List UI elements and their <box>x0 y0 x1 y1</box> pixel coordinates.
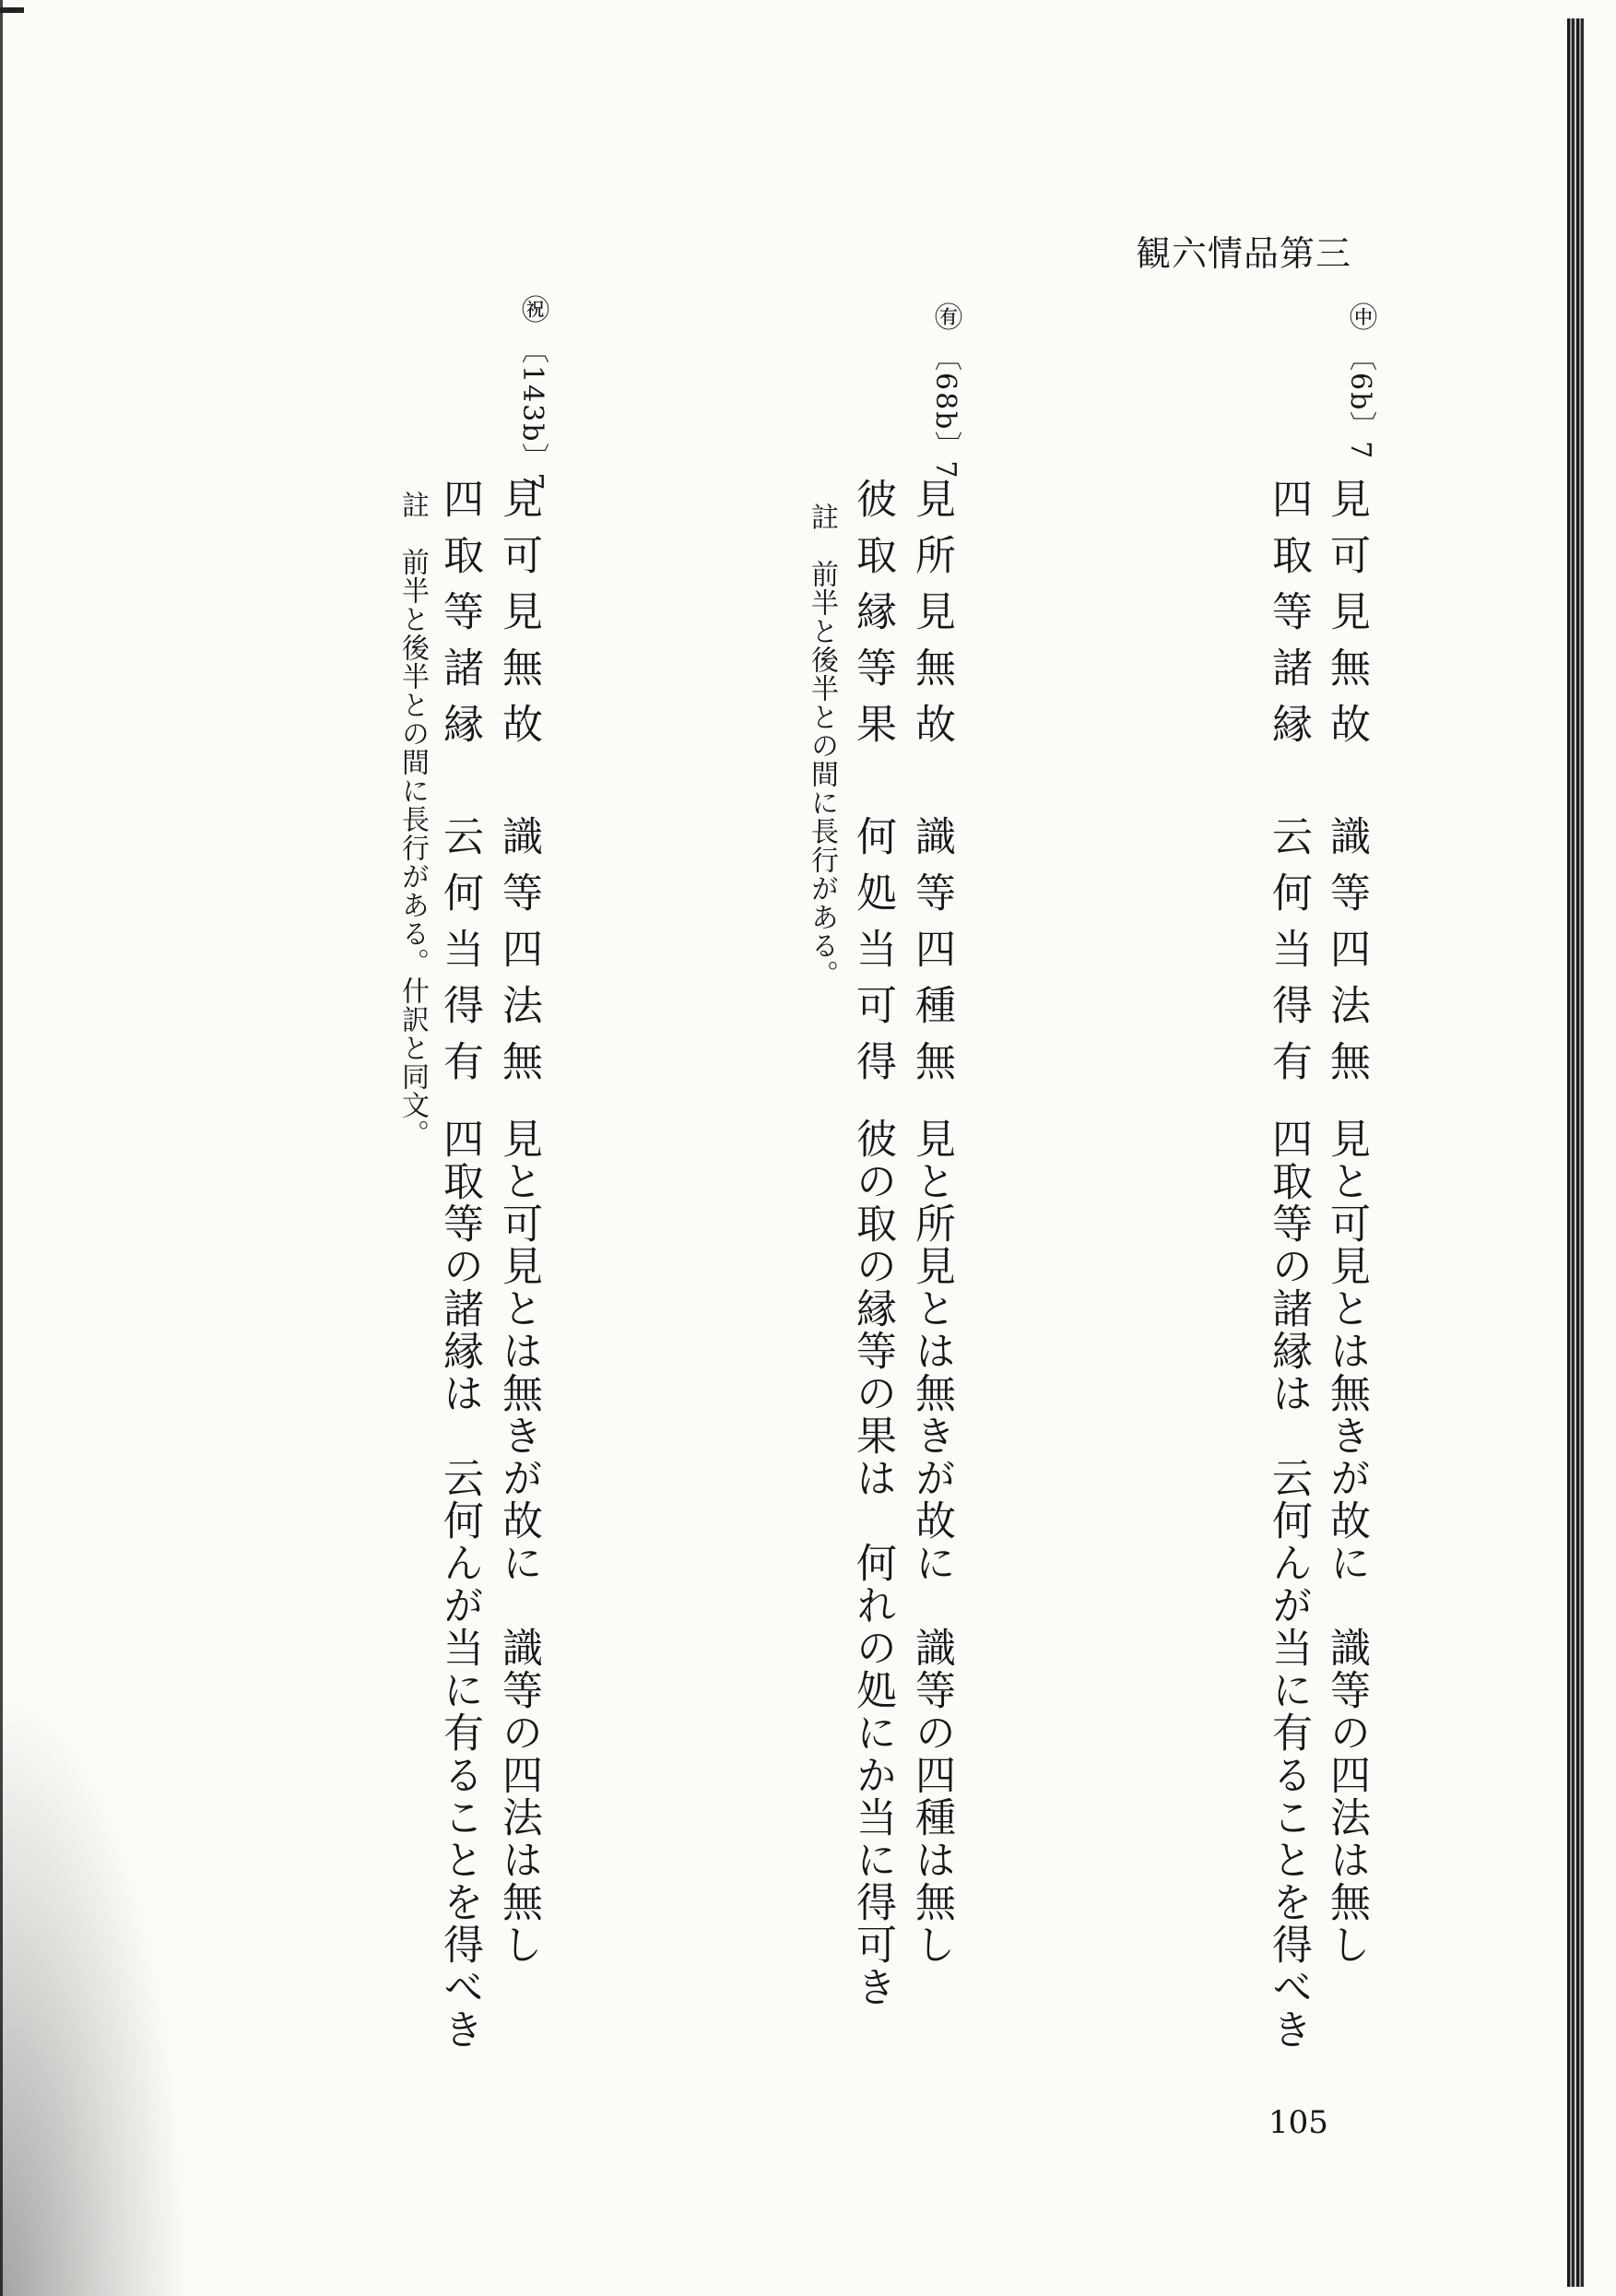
page-number: 105 <box>1268 2104 1328 2141</box>
section-3-marker: ㊗ <box>516 295 548 323</box>
section-3-note: 註 前半と後半との間に長行がある。什訳と同文。 <box>396 491 429 1148</box>
section-3-reading-line-1: 見と可見とは無きが故に 識等の四法は無し <box>495 1118 542 1966</box>
section-2-verse-line-2: 彼取縁等果 何処当可得 <box>849 478 896 1096</box>
section-2-marker: ㊒ <box>929 302 961 330</box>
section-1-verse-line-2: 四取等諸縁 云何当得有 <box>1265 478 1312 1096</box>
section-2-note: 註 前半と後半との間に長行がある。 <box>806 503 838 988</box>
section-3-ref: 〔143b〕7 <box>516 336 548 492</box>
section-3-verse-line-1: 見可見無故 識等四法無 <box>495 478 542 1096</box>
section-2-reading-line-2: 彼の取の縁等の果は 何れの処にか当に得可き <box>849 1118 896 2008</box>
section-1-reading-line-2: 四取等の諸縁は 云何んが当に有ることを得べき <box>1265 1118 1312 2051</box>
section-1-verse-line-1: 見可見無故 識等四法無 <box>1323 478 1370 1096</box>
section-1-reading-line-1: 見と可見とは無きが故に 識等の四法は無し <box>1323 1118 1370 1966</box>
section-1-marker: ㊥ <box>1344 302 1376 330</box>
scan-shadow <box>0 1706 184 2296</box>
section-2-verse-line-1: 見所見無故 識等四種無 <box>908 478 955 1096</box>
section-2-reading-line-1: 見と所見とは無きが故に 識等の四種は無し <box>908 1118 955 1966</box>
scan-corner-mark <box>0 7 24 13</box>
section-3-reading-line-2: 四取等の諸縁は 云何んが当に有ることを得べき <box>436 1118 483 2051</box>
section-1-ref: 〔6b〕7 <box>1344 343 1376 461</box>
chapter-title: 観六情品第三 <box>1136 233 1352 274</box>
section-2-ref: 〔68b〕7 <box>929 343 961 480</box>
section-3-verse-line-2: 四取等諸縁 云何当得有 <box>436 478 483 1096</box>
book-binding-edge <box>1567 18 1584 2287</box>
